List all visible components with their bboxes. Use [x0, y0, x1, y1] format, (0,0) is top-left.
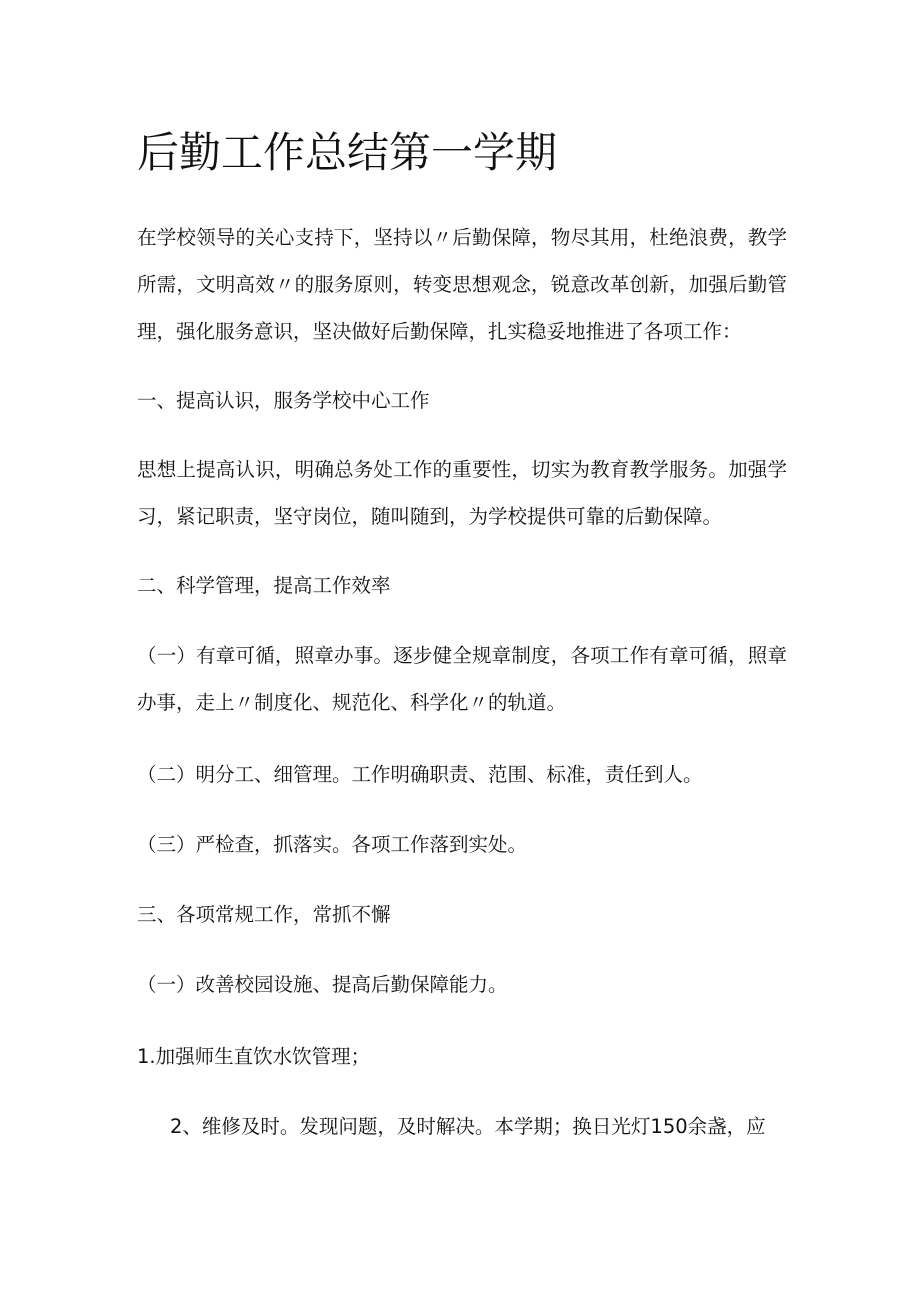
section-3-point-2: 2、维修及时。发现问题，及时解决。本学期；换日光灯150余盏，应 [170, 1115, 766, 1138]
section-2-item-2: （二）明分工、细管理。工作明确职责、范围、标准，责任到人。 [137, 763, 703, 786]
section-1-body: 思想上提高认识，明确总务处工作的重要性，切实为教育教学服务。加强学习，紧记职责，坚守岗位，随叫随到，为学校提供可靠的后勤保障。 [137, 458, 787, 528]
section-1-heading: 一、提高认识，服务学校中心工作 [137, 389, 430, 412]
section-3-point-1: 1.加强师生直饮水饮管理； [137, 1045, 371, 1068]
section-3-item-1: （一）改善校园设施、提高后勤保障能力。 [137, 973, 508, 996]
intro-paragraph: 在学校领导的关心支持下，坚持以〃后勤保障，物尽其用，杜绝浪费，教学所需，文明高效〃的服务原则，转变思想观念，锐意改革创新，加强后勤管理，强化服务意识，坚决做好后勤保障，扎实稳妥地推进了各项工作： [137, 226, 787, 343]
section-2-item-1: （一）有章可循，照章办事。逐步健全规章制度，各项工作有章可循，照章办事，走上〃制度化、规范化、科学化〃的轨道。 [137, 644, 787, 714]
section-2-heading: 二、科学管理，提高工作效率 [137, 574, 391, 597]
document-title: 后勤工作总结第一学期 [137, 128, 558, 177]
section-3-heading: 三、各项常规工作，常抓不懈 [137, 903, 391, 926]
section-2-item-3: （三）严检查，抓落实。各项工作落到实处。 [137, 833, 528, 856]
